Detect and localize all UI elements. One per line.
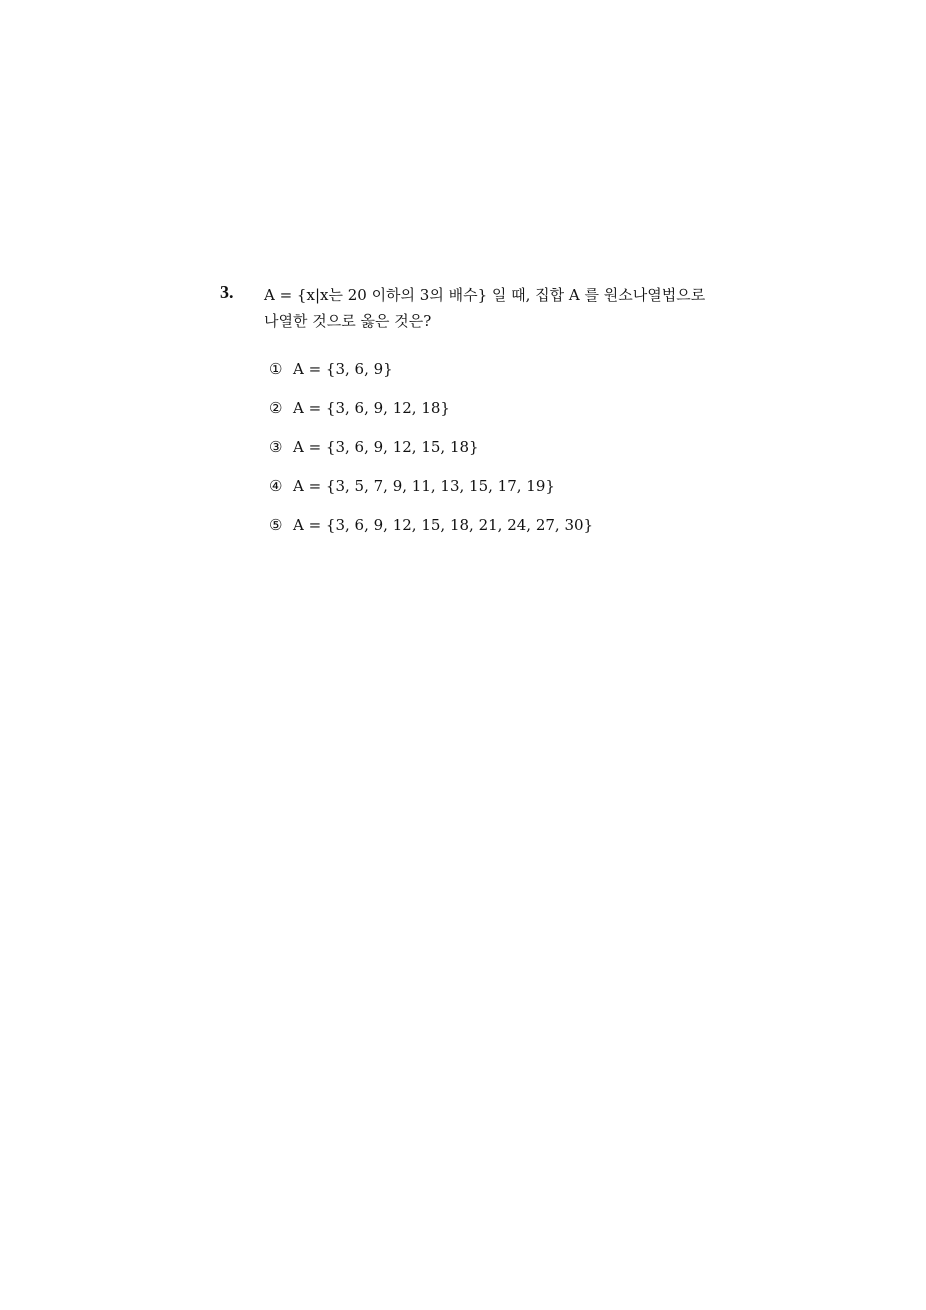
stem-line-1: A = {x|x는 20 이하의 3의 배수} 일 때, 집합 A 를 원소나열법으로: [264, 286, 706, 304]
choice-text: A = {3, 5, 7, 9, 11, 13, 15, 17, 19}: [293, 477, 555, 495]
choice-text: A = {3, 6, 9}: [293, 360, 393, 378]
problem-stem: [264, 282, 764, 334]
choice-mark: ⑤: [269, 516, 283, 534]
choice-mark: ④: [269, 477, 283, 495]
choice-text: A = {3, 6, 9, 12, 15, 18}: [293, 438, 479, 456]
choice-1[interactable]: [269, 358, 769, 397]
choice-3[interactable]: [269, 436, 769, 475]
problem-number: 3.: [220, 282, 234, 302]
choice-2[interactable]: [269, 397, 769, 436]
choice-text: A = {3, 6, 9, 12, 18}: [293, 399, 450, 417]
choice-mark: ②: [269, 399, 283, 417]
choice-4[interactable]: [269, 475, 769, 514]
choice-text: A = {3, 6, 9, 12, 15, 18, 21, 24, 27, 30}: [293, 516, 594, 534]
choice-5[interactable]: [269, 514, 769, 553]
choice-mark: ①: [269, 360, 283, 378]
choice-mark: ③: [269, 438, 283, 456]
answer-choices: [269, 358, 769, 553]
stem-line-2: 나열한 것으로 옳은 것은?: [264, 312, 432, 330]
